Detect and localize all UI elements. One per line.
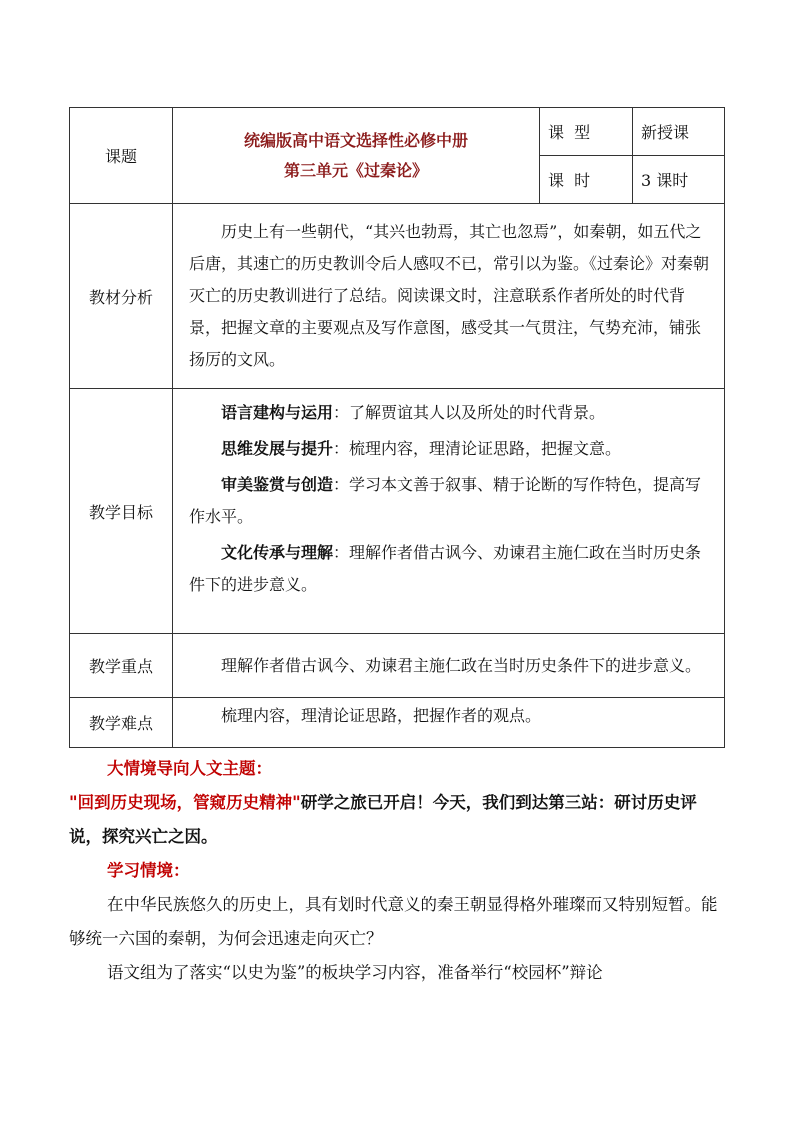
key-point-text: 理解作者借古讽今、劝谏君主施仁政在当时历史条件下的进步意义。 xyxy=(221,655,702,675)
lesson-title xyxy=(173,108,540,204)
key-point-content xyxy=(173,634,725,698)
theme-red-text: "回到历史现场，管窥历史精神" xyxy=(69,793,301,812)
goals-label: 教学目标 xyxy=(70,389,173,634)
theme-heading: 大情境导向人文主题： xyxy=(106,759,272,778)
goals-content xyxy=(173,389,725,634)
lesson-title-line1: 统编版高中语文选择性必修中册 xyxy=(243,130,468,150)
topic-label: 课题 xyxy=(70,108,173,204)
type-label: 课 型 xyxy=(540,108,633,156)
goal-item-language: 语言建构与运用：了解贾谊其人以及所处的时代背景。 xyxy=(221,403,606,422)
analysis-text: 历史上有一些朝代，“其兴也勃焉，其亡也忽焉”，如秦朝，如五代之后唐，其速亡的历史教训令后人感叹不已，常引以为鉴。《过秦论》对秦朝灭亡的历史教训进行了总结。阅读课文时，注意联系作者所处的时代背景，把握文章的主要观点及写作意图，感受其一气贯注，气势充沛，铺张扬厉的文风。 xyxy=(189,222,710,369)
scenario-heading: 学习情境： xyxy=(106,861,190,880)
difficult-point-label: 教学难点 xyxy=(70,698,173,748)
analysis-content xyxy=(173,204,725,389)
key-point-label: 教学重点 xyxy=(70,634,173,698)
goal-item-culture: 文化传承与理解：理解作者借古讽今、劝谏君主施仁政在当时历史条件下的进步意义。 xyxy=(189,543,702,594)
theme-text xyxy=(69,786,724,854)
difficult-point-content xyxy=(173,698,725,748)
goal-item-thinking: 思维发展与提升：梳理内容，理清论证思路，把握文意。 xyxy=(221,439,622,458)
hours-value: 3 课时 xyxy=(633,156,725,204)
scenario-paragraph-1: 在中华民族悠久的历史上，具有划时代意义的秦王朝显得格外璀璨而又特别短暂。能够统一六国的秦朝，为何会迅速走向灭亡？ xyxy=(69,895,718,948)
analysis-label: 教材分析 xyxy=(70,204,173,389)
goal-item-aesthetic: 审美鉴赏与创造：学习本文善于叙事、精于论断的写作特色，提高写作水平。 xyxy=(189,475,702,526)
lesson-title-line2: 第三单元《过秦论》 xyxy=(283,160,428,180)
lesson-plan-table xyxy=(69,107,725,748)
scenario-paragraph-2: 语文组为了落实“以史为鉴”的板块学习内容，准备举行“校园杯”辩论 xyxy=(106,963,603,982)
scenario-section xyxy=(69,752,724,990)
difficult-point-text: 梳理内容，理清论证思路，把握作者的观点。 xyxy=(221,706,542,725)
theme-rest-text: 研学之旅已开启！今天，我们到达第三站：研讨历史评说，探究兴亡之因。 xyxy=(69,793,697,846)
hours-label: 课 时 xyxy=(540,156,633,204)
type-value: 新授课 xyxy=(633,108,725,156)
